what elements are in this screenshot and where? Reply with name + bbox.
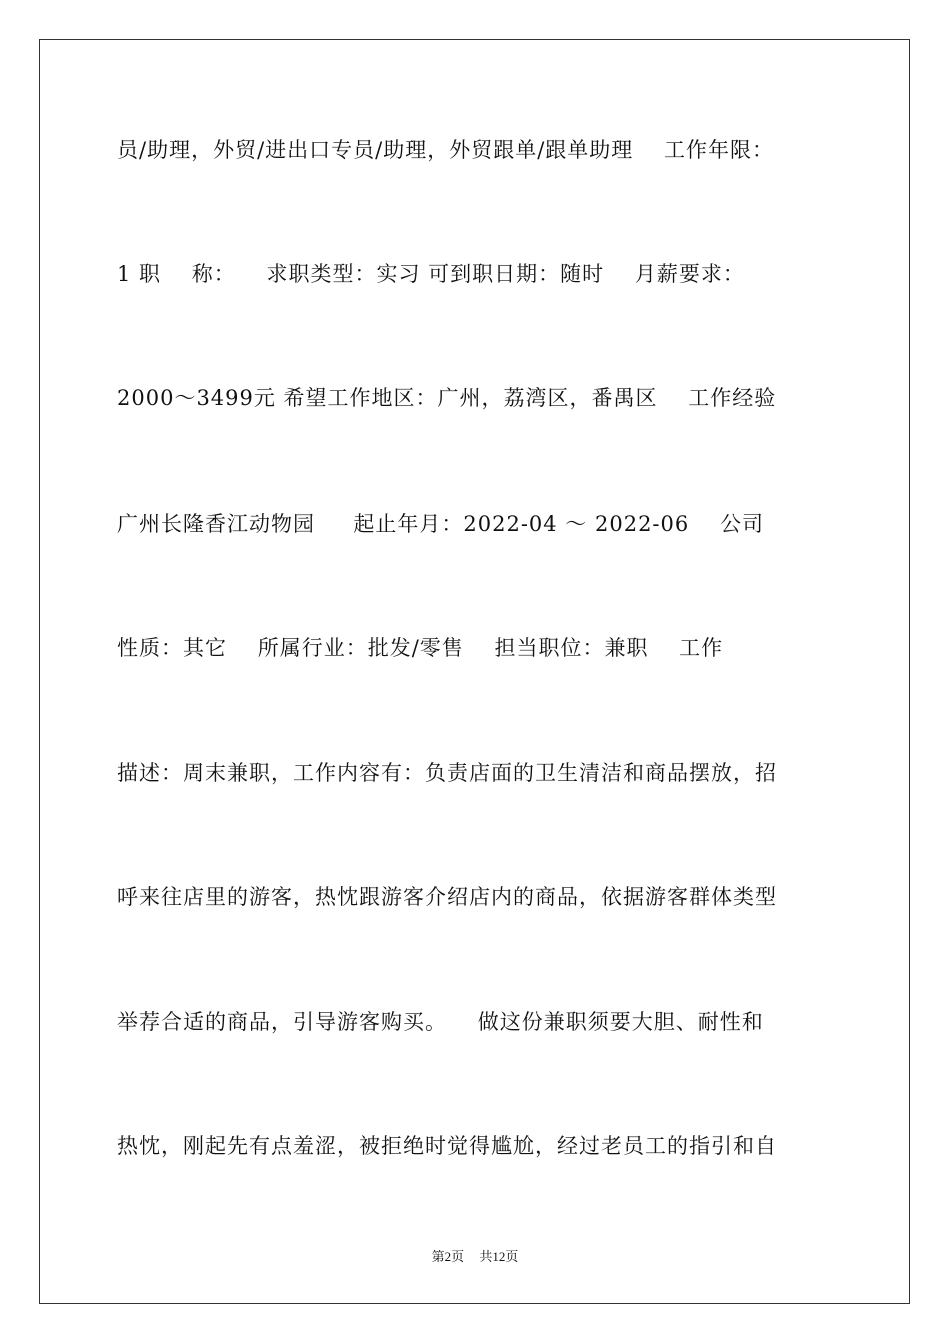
body-line-8: 举荐合适的商品，引导游客购买。 做这份兼职须要大胆、耐性和	[117, 1010, 764, 1034]
page-number: 第2页	[431, 1249, 465, 1264]
body-line-5: 性质：其它 所属行业：批发/零售 担当职位：兼职 工作	[117, 636, 724, 660]
page-footer	[0, 1246, 950, 1265]
page-border	[39, 39, 910, 1304]
page-total: 共12页	[479, 1249, 519, 1264]
body-line-1: 员/助理，外贸/进出口专员/助理，外贸跟单/跟单助理 工作年限：	[117, 138, 774, 162]
body-line-7: 呼来往店里的游客，热忱跟游客介绍店内的商品，依据游客群体类型	[117, 885, 777, 909]
body-line-3: 2000～3499元 希望工作地区：广州，荔湾区，番禺区 工作经验	[117, 386, 777, 410]
body-line-9: 热忱，刚起先有点羞涩，被拒绝时觉得尴尬，经过老员工的指引和自	[117, 1134, 777, 1158]
body-line-4: 广州长隆香江动物园 起止年月：2022-04 ～ 2022-06 公司	[117, 512, 764, 536]
body-line-6: 描述：周末兼职，工作内容有：负责店面的卫生清洁和商品摆放，招	[117, 761, 777, 785]
body-line-2: 1 职 称： 求职类型：实习 可到职日期：随时 月薪要求：	[117, 262, 745, 286]
